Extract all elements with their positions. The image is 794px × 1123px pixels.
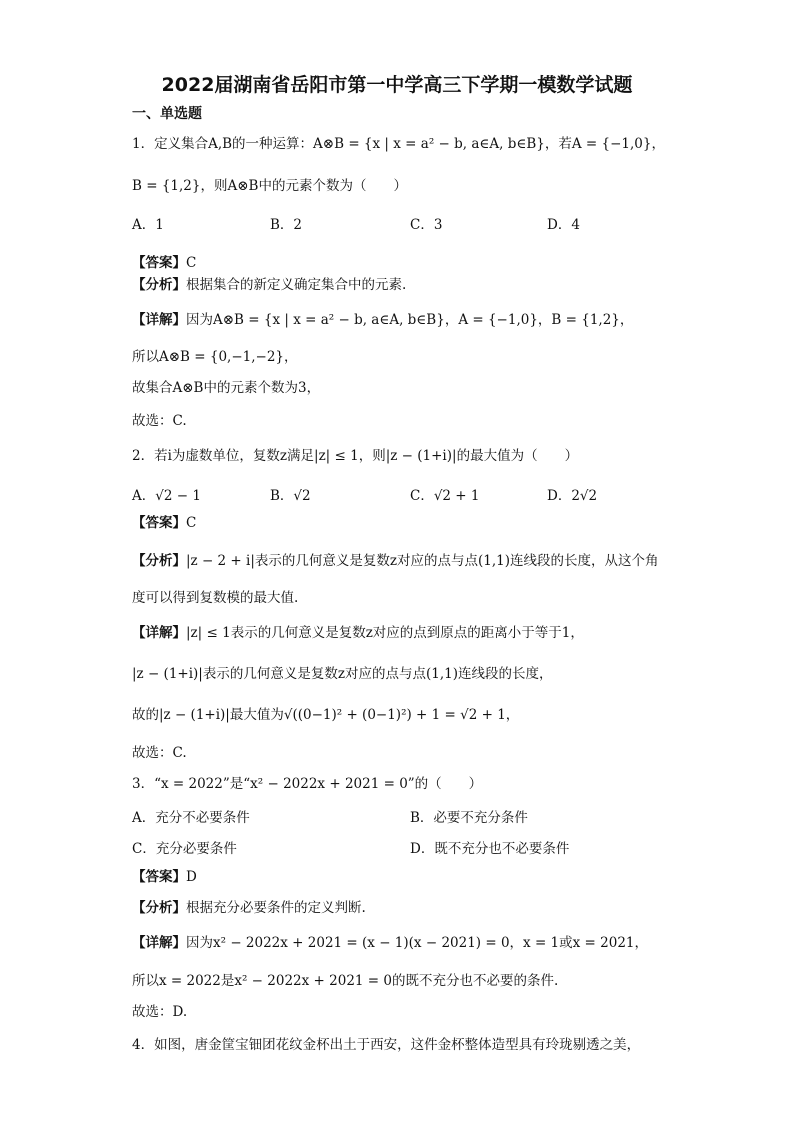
line-text: C — [186, 255, 197, 271]
line-text: 故的|z − (1+i)|最大值为√((0−1)² + (0−1)²) + 1 = √2 + 1， — [132, 707, 520, 723]
line-text: 因为A⊗B = {x | x = a² − b, a∈A, b∈B}，A = {−1,0}，B = {1,2}， — [186, 312, 634, 328]
line-text: C — [186, 515, 197, 531]
text-line — [132, 744, 187, 762]
text-line — [132, 412, 187, 430]
text-line — [132, 665, 552, 683]
text-line — [132, 311, 633, 329]
line-text: 根据充分必要条件的定义判断. — [186, 900, 366, 916]
line-text: 度可以得到复数模的最大值. — [132, 590, 299, 606]
answer-option: A．1 — [132, 217, 164, 233]
line-text: 3．“x = 2022”是“x² − 2022x + 2021 = 0”的（ ） — [132, 776, 483, 792]
text-line — [132, 348, 298, 366]
line-text: 因为x² − 2022x + 2021 = (x − 1)(x − 2021) = 0，x = 1或x = 2021， — [186, 935, 649, 951]
text-line — [132, 899, 366, 917]
text-line — [132, 972, 558, 990]
analysis-label: 【分析】 — [132, 277, 186, 293]
line-text: B = {1,2}，则A⊗B中的元素个数为（ ） — [132, 178, 407, 194]
answer-option: B．2 — [270, 217, 303, 233]
line-text: |z − 2 + i|表示的几何意义是复数z对应的点与点(1,1)连线段的长度，从这个角 — [186, 553, 659, 569]
line-text: 故选：C. — [132, 413, 187, 429]
text-line — [132, 1036, 640, 1054]
text-line — [132, 135, 665, 153]
answer-label: 【答案】 — [132, 869, 186, 885]
answer-option: D．4 — [547, 217, 580, 233]
answer-option: D．既不充分也不必要条件 — [410, 841, 570, 857]
answer-label: 【答案】 — [132, 255, 186, 271]
line-text: 1．定义集合A,B的一种运算：A⊗B = {x | x = a² − b, a∈A, b∈B}，若A = {−1,0}， — [132, 136, 665, 152]
line-text: 2．若i为虚数单位，复数z满足|z| ≤ 1，则|z − (1+i)|的最大值为（ ） — [132, 448, 579, 464]
answer-option: A．√2 − 1 — [132, 488, 201, 504]
line-text: |z − (1+i)|表示的几何意义是复数z对应的点与点(1,1)连线段的长度， — [132, 666, 553, 682]
answer-option: C．充分必要条件 — [132, 841, 237, 857]
line-text: D — [186, 869, 197, 885]
analysis-label: 【分析】 — [132, 553, 186, 569]
answer-option: A．充分不必要条件 — [132, 810, 250, 826]
analysis-label: 【分析】 — [132, 900, 186, 916]
line-text: 4．如图，唐金筐宝钿团花纹金杯出土于西安，这件金杯整体造型具有玲珑剔透之美， — [132, 1037, 641, 1053]
text-line — [132, 868, 197, 886]
answer-option: B．必要不充分条件 — [410, 810, 528, 826]
line-text: 所以A⊗B = {0,−1,−2}， — [132, 349, 298, 365]
text-line — [132, 447, 578, 465]
text-line — [132, 1003, 187, 1021]
page-title: 2022届湖南省岳阳市第一中学高三下学期一模数学试题 — [161, 74, 633, 96]
detail-label: 【详解】 — [132, 935, 186, 951]
line-text: 故集合A⊗B中的元素个数为3， — [132, 380, 321, 396]
line-text: 根据集合的新定义确定集合中的元素. — [186, 277, 407, 293]
line-text: |z| ≤ 1表示的几何意义是复数z对应的点到原点的距离小于等于1， — [186, 625, 584, 641]
text-line — [132, 706, 519, 724]
text-line — [132, 775, 482, 793]
text-line — [132, 624, 584, 642]
answer-option: C．3 — [410, 217, 443, 233]
answer-option: C．√2 + 1 — [410, 488, 480, 504]
text-line — [132, 552, 659, 570]
line-text: 故选：D. — [132, 1004, 188, 1020]
text-line — [132, 254, 196, 272]
answer-option: D．2√2 — [547, 488, 598, 504]
line-text: 所以x = 2022是x² − 2022x + 2021 = 0的既不充分也不必要的条件. — [132, 973, 559, 989]
line-text: 故选：C. — [132, 745, 187, 761]
section-heading: 一、单选题 — [132, 106, 202, 122]
text-line — [132, 934, 648, 952]
answer-label: 【答案】 — [132, 515, 186, 531]
answer-option: B．√2 — [270, 488, 311, 504]
text-line — [132, 514, 196, 532]
detail-label: 【详解】 — [132, 625, 186, 641]
text-line — [132, 379, 320, 397]
text-line — [132, 177, 407, 195]
text-line — [132, 276, 406, 294]
detail-label: 【详解】 — [132, 312, 186, 328]
text-line — [132, 589, 298, 607]
